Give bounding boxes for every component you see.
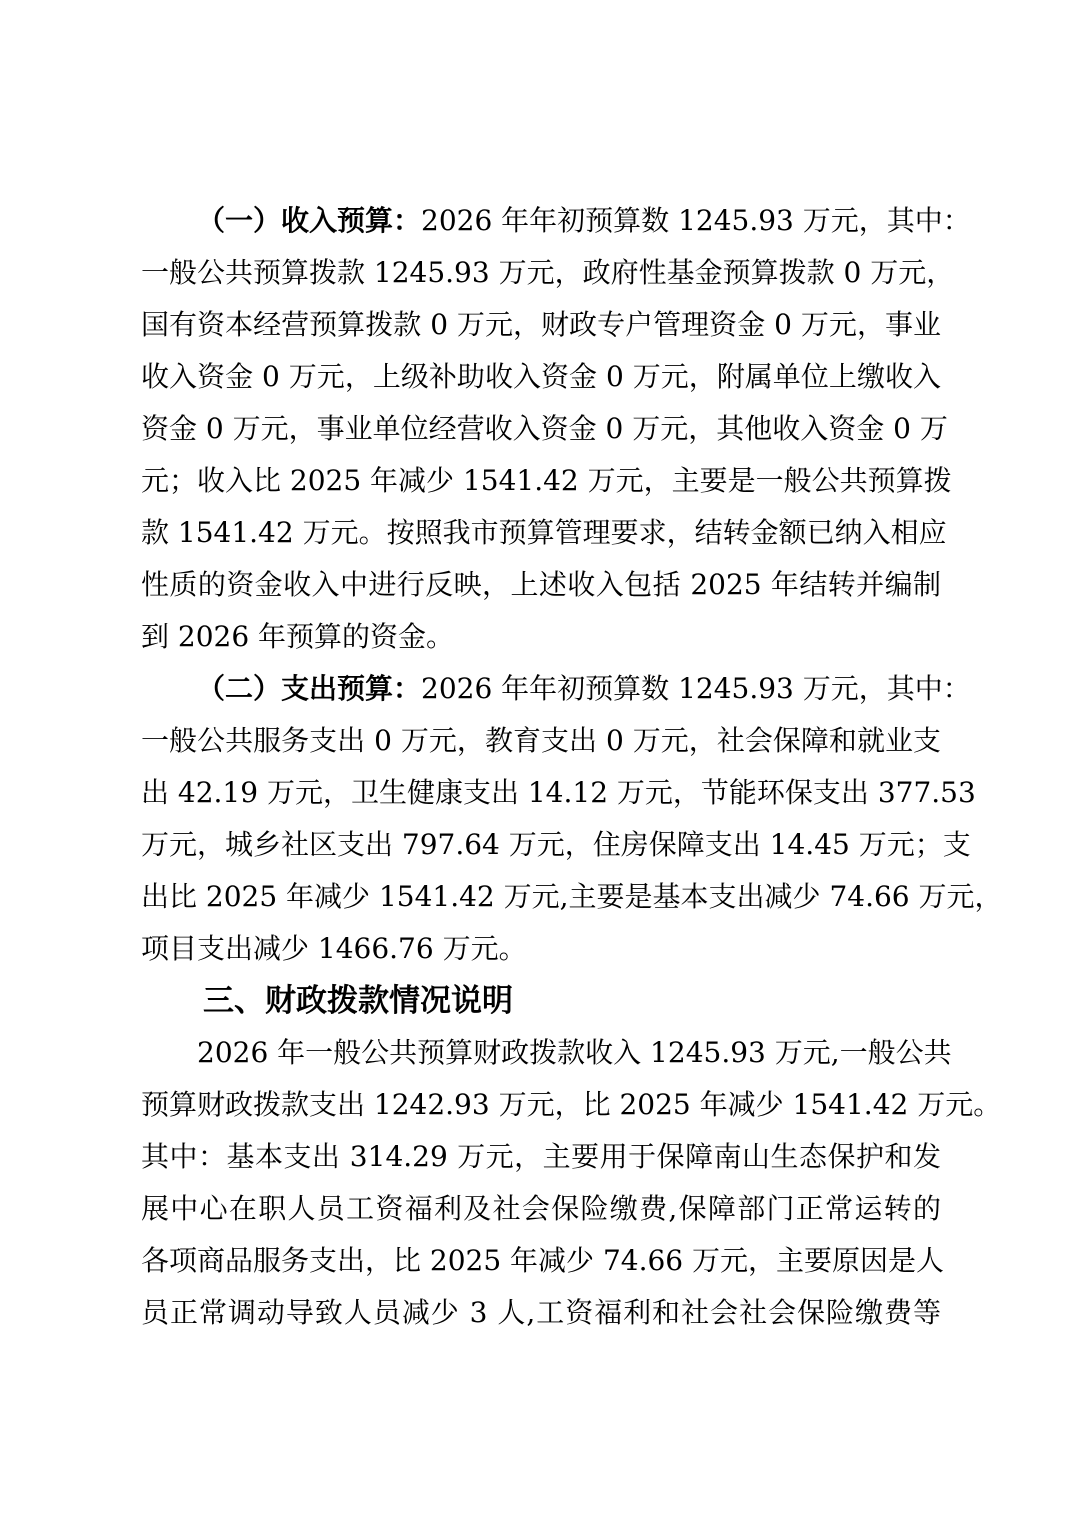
fiscal-para-line-1: 2026 年一般公共预算财政拨款收入 1245.93 万元,一般公共 [197,1036,952,1069]
income-para-line-3: 国有资本经营预算拨款 0 万元，财政专户管理资金 0 万元，事业 [141,308,941,341]
expenditure-para-line-1 [141,663,971,715]
fiscal-para-line-6: 员正常调动导致人员减少 3 人,工资福利和社会社会保险缴费等 [141,1296,941,1329]
income-para-lead: （一）收入预算： [197,204,422,237]
expenditure-para-line-5: 出比 2025 年减少 1541.42 万元,主要是基本支出减少 74.66 万元， [141,880,1003,913]
fiscal-para-line-3: 其中：基本支出 314.29 万元，主要用于保障南山生态保护和发 [141,1140,941,1173]
expenditure-para-line-6: 项目支出减少 1466.76 万元。 [141,932,527,965]
income-para-line-1 [141,195,971,247]
income-para-line-5: 资金 0 万元，事业单位经营收入资金 0 万元，其他收入资金 0 万 [141,412,948,445]
expenditure-para-line-4: 万元，城乡社区支出 797.64 万元，住房保障支出 14.45 万元；支 [141,828,971,861]
income-para-line-7: 款 1541.42 万元。按照我市预算管理要求，结转金额已纳入相应 [141,516,947,549]
expenditure-para-line-3: 出 42.19 万元，卫生健康支出 14.12 万元，节能环保支出 377.53 [141,776,976,809]
income-para-line-6: 元；收入比 2025 年减少 1541.42 万元，主要是一般公共预算拨 [141,464,952,497]
expenditure-para-line-1-text: 2026 年年初预算数 1245.93 万元，其中： [421,672,971,705]
expenditure-para-line-2: 一般公共服务支出 0 万元，教育支出 0 万元，社会保障和就业支 [141,724,941,757]
fiscal-para-line-2: 预算财政拨款支出 1242.93 万元，比 2025 年减少 1541.42 万元。 [141,1088,1002,1121]
fiscal-section-heading: 三、财政拨款情况说明 [203,983,513,1019]
income-para-line-1-text: 2026 年年初预算数 1245.93 万元，其中： [421,204,971,237]
expenditure-para-lead: （二）支出预算： [197,672,422,705]
document-text-block [141,195,1003,1339]
income-para-line-2: 一般公共预算拨款 1245.93 万元，政府性基金预算拨款 0 万元， [141,256,955,289]
fiscal-para-line-5: 各项商品服务支出，比 2025 年减少 74.66 万元，主要原因是人 [141,1244,945,1277]
income-para-line-4: 收入资金 0 万元，上级补助收入资金 0 万元，附属单位上缴收入 [141,360,941,393]
fiscal-para-line-4: 展中心在职人员工资福利及社会保险缴费,保障部门正常运转的 [141,1192,941,1225]
income-para-line-9: 到 2026 年预算的资金。 [141,620,455,653]
income-para-line-8: 性质的资金收入中进行反映，上述收入包括 2025 年结转并编制 [141,568,941,601]
